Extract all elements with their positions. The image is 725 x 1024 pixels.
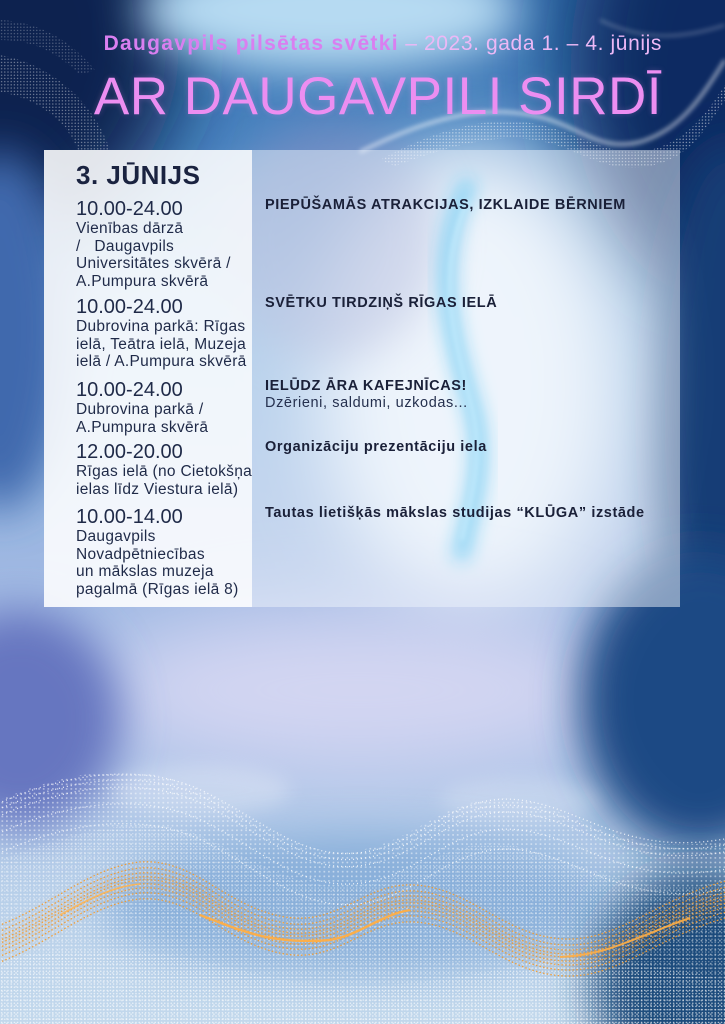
event-title: PIEPŪŠAMĀS ATRAKCIJAS, IZKLAIDE BĒRNIEM	[265, 197, 626, 213]
festival-dates: – 2023. gada 1. – 4. jūnijs	[398, 32, 662, 55]
event-title: Organizāciju prezentāciju iela	[265, 439, 487, 455]
event-time: 10.00-14.00	[76, 506, 183, 528]
event-location: Dubrovina parkā: Rīgas ielā, Teātra ielā, Muzeja ielā / A.Pumpura skvērā	[76, 318, 247, 371]
event-title: IELŪDZ ĀRA KAFEJNĪCAS!	[265, 378, 467, 394]
event-location: Rīgas ielā (no Cietokšņa ielas līdz Viestura ielā)	[76, 463, 253, 498]
event-time: 10.00-24.00	[76, 198, 183, 220]
event-info	[265, 378, 468, 412]
event-time: 10.00-24.00	[76, 379, 183, 401]
event-time: 12.00-20.00	[76, 441, 183, 463]
event-info	[265, 439, 487, 456]
day-heading: 3. JŪNIJS	[76, 160, 201, 190]
event-info	[265, 197, 626, 214]
event-description: Dzērieni, saldumi, uzkodas...	[265, 395, 468, 411]
poster-title: AR DAUGAVPILI SIRDĪ	[93, 67, 662, 126]
event-schedule	[76, 199, 231, 291]
event-time: 10.00-24.00	[76, 296, 183, 318]
festival-name: Daugavpils pilsētas svētki	[103, 32, 399, 55]
event-info	[265, 505, 645, 522]
event-title: Tautas lietišķās mākslas studijas “KLŪGA” izstāde	[265, 505, 645, 521]
event-location: Dubrovina parkā / A.Pumpura skvērā	[76, 401, 209, 436]
event-schedule	[76, 442, 252, 498]
event-location: Daugavpils Novadpētniecības un mākslas muzeja pagalmā (Rīgas ielā 8)	[76, 528, 239, 599]
festival-subtitle	[104, 31, 662, 57]
program-panel	[44, 150, 680, 607]
event-schedule	[76, 507, 239, 599]
event-location: Vienības dārzā / Daugavpils Universitātes skvērā / A.Pumpura skvērā	[76, 220, 231, 291]
event-title: SVĒTKU TIRDZIŅŠ RĪGAS IELĀ	[265, 295, 498, 311]
event-info	[265, 295, 497, 312]
event-schedule	[76, 297, 247, 371]
event-schedule	[76, 380, 208, 436]
